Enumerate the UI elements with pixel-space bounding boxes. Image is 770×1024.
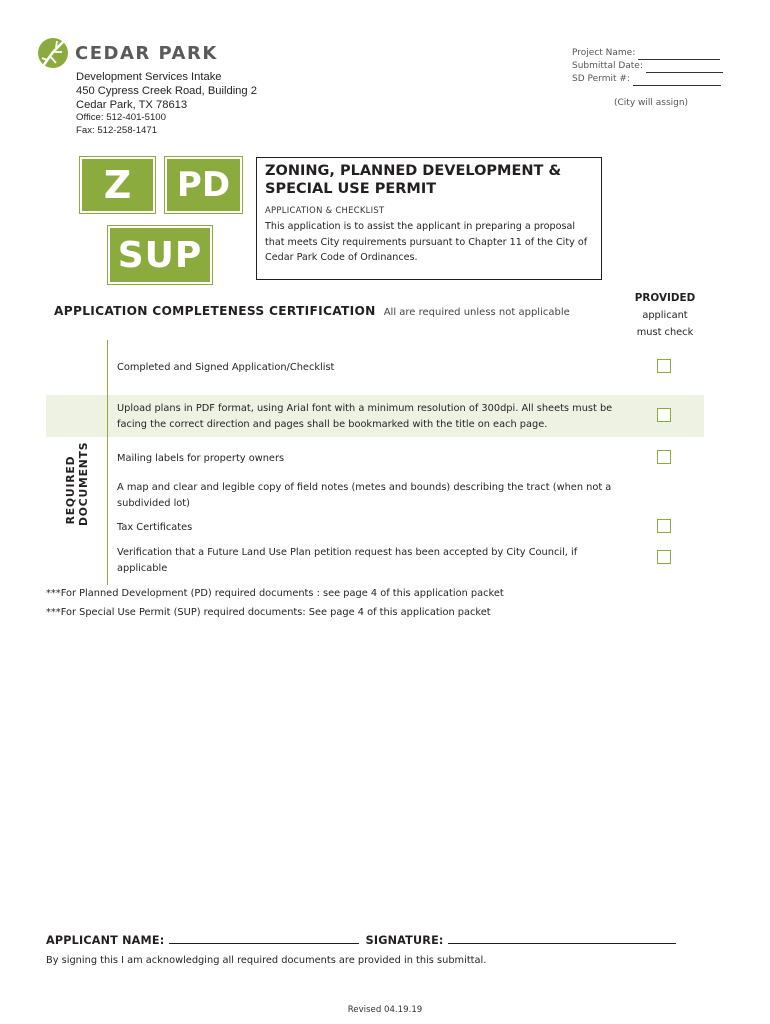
city-assign-note: (City will assign) [614, 98, 689, 108]
project-name-label: Project Name: [572, 48, 636, 58]
checklist-checkbox[interactable] [657, 408, 671, 422]
title-line2: SPECIAL USE PERMIT [265, 181, 437, 197]
project-name-field[interactable] [638, 49, 720, 60]
form-description: This application is to assist the applicant in preparing a proposal that meets City requirements pursuant to Chapter 11 of the City of Cedar Park Code of Ordinances. [265, 221, 588, 263]
provided-column-header [624, 290, 706, 341]
fax-number: Fax: 512-258-1471 [76, 124, 158, 136]
checklist-item: A map and clear and legible copy of field notes (metes and bounds) describing the tract (when not a subdivided lot) [117, 482, 612, 509]
project-fields [572, 47, 723, 108]
checklist-checkbox[interactable] [657, 519, 671, 533]
provided-label: PROVIDED [634, 292, 696, 304]
provided-sub2: must check [636, 327, 694, 338]
address-line2: Cedar Park, TX 78613 [76, 99, 188, 111]
sd-permit-field[interactable] [633, 75, 721, 86]
form-title [265, 162, 593, 198]
form-subtitle: APPLICATION & CHECKLIST [265, 205, 385, 215]
cedar-park-logo [36, 36, 218, 70]
required-label-line2: DOCUMENTS [77, 441, 90, 526]
logo-text: CEDAR PARK [75, 42, 218, 64]
checklist-checkbox[interactable] [657, 450, 671, 464]
checklist-item: Mailing labels for property owners [117, 453, 285, 464]
signature-row [46, 933, 676, 947]
certification-heading [54, 300, 570, 319]
office-phone: Office: 512-401-5100 [76, 112, 166, 123]
sup-note: ***For Special Use Permit (SUP) required documents: See page 4 of this application packet [46, 607, 491, 618]
planned-development-tile: PD [165, 157, 242, 213]
title-line1: ZONING, PLANNED DEVELOPMENT & [265, 163, 562, 179]
checklist-checkbox[interactable] [657, 550, 671, 564]
submittal-date-field[interactable] [646, 62, 723, 73]
required-label-line1: REQUIRED [64, 455, 77, 525]
zoning-tile: Z [80, 157, 155, 213]
certification-title: APPLICATION COMPLETENESS CERTIFICATION [54, 304, 376, 318]
required-documents-label [64, 441, 104, 526]
sd-permit-label: SD Permit #: [572, 74, 630, 84]
certification-note: All are required unless not applicable [383, 307, 570, 318]
acknowledgement-text: By signing this I am acknowledging all required documents are provided in this submittal. [46, 955, 487, 966]
address-line1: 450 Cypress Creek Road, Building 2 [76, 85, 257, 97]
checklist-item: Completed and Signed Application/Checklist [117, 362, 335, 373]
provided-sub1: applicant [642, 310, 688, 321]
section-divider [107, 340, 108, 585]
revision-date: Revised 04.19.19 [347, 1005, 423, 1015]
special-use-permit-tile: SUP [108, 226, 212, 284]
title-box [256, 157, 602, 280]
intake-address [76, 70, 257, 137]
tree-logo-icon [36, 36, 70, 70]
checklist-checkbox[interactable] [657, 359, 671, 373]
applicant-name-field[interactable] [169, 933, 359, 944]
office-name: Development Services Intake [76, 71, 222, 83]
signature-label: SIGNATURE: [365, 934, 444, 947]
submittal-date-label: Submittal Date: [572, 61, 643, 71]
signature-field[interactable] [448, 933, 676, 944]
checklist-item: Upload plans in PDF format, using Arial font with a minimum resolution of 300dpi. All sheets must be facing the correct direction and pages shall be bookmarked with the title on each page. [117, 403, 613, 430]
checklist-item: Verification that a Future Land Use Plan petition request has been accepted by City Council, if applicable [117, 547, 578, 574]
applicant-name-label: APPLICANT NAME: [46, 934, 165, 947]
checklist-item: Tax Certificates [117, 522, 193, 533]
pd-note: ***For Planned Development (PD) required documents : see page 4 of this application packet [46, 588, 504, 599]
